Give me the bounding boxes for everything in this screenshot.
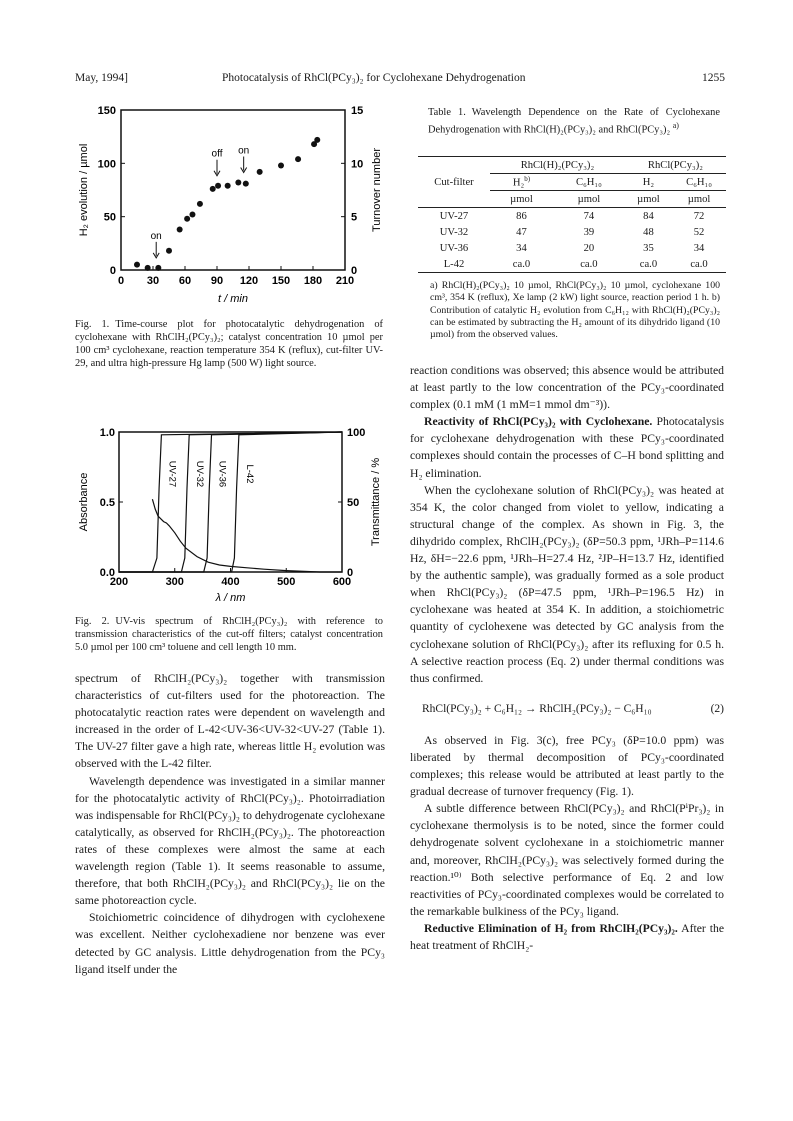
table1-unit: µmol <box>577 193 601 205</box>
left-column-text <box>75 670 385 978</box>
table-cell: ca.0 <box>690 258 708 270</box>
fig1-data-point <box>166 248 172 254</box>
left-paragraph-1: spectrum of RhClH₂(PCy₃)₂ together with transmission characteristics of cut-filters used for the photoreaction. The photocatalytic reaction rates were dependent on wavelength and increased in the order of L-42<UV-36<UV-32<UV-27 (Table 1). The UV-27 filter gave a high rate, whereas little H₂ evolution was observed with the L-42 filter. <box>75 672 385 771</box>
header-left: May, 1994] <box>75 72 128 84</box>
table-cell: 39 <box>583 226 595 238</box>
fig1-data-point <box>278 162 284 168</box>
right-paragraph-1 <box>410 413 724 481</box>
fig2-x-tick-label: 600 <box>332 576 352 588</box>
fig2-x-tick-label: 200 <box>109 576 129 588</box>
table-row <box>418 208 726 225</box>
right-paragraph-0: reaction conditions was observed; this absence would be attributed at least partly to the low concentration of the PCy₃-coordinated complex (0.1 mM (1 mM=1 mmol dm⁻³)). <box>410 364 724 412</box>
table1-col-h2-a: H₂$^{b)}$ <box>490 174 553 191</box>
fig1-y2-axis-label: Turnover number <box>371 148 383 232</box>
table-row <box>418 240 726 256</box>
fig1-caption <box>75 318 383 370</box>
table1-col-h2-b: H₂ <box>625 174 672 191</box>
right-paragraph-2: When the cyclohexane solution of RhCl(PCy₃)₂ was heated at 354 K, the color changed from violet to yellow, indicating a structural change of the complex. As shown in Fig. 3, the dihydrido complex, RhClH₂(PCy₃)₂ (δP=50.3 ppm, ¹JRh–P=114.6 Hz, δH=−22.6 ppm, ¹JRh–H=27.4 Hz, ²JP–H=13.7 Hz, identified by the authentic sample), was gradually formed as a sole product when RhCl(PCy₃)₂ (δP=47.5 ppm, ¹JRh–P=196.5 Hz) in cyclohexane was heated at 354 K. In addition, a stoichiometric quantity of cyclohexene was detected by GC analysis from the cyclohexane solution of RhCl(PCy₃)₂ after its refluxing for 0.5 h. A selective reaction process (Eq. 2) under thermal conditions was thus confirmed. <box>410 483 724 685</box>
fig2-absorbance-line <box>152 499 342 572</box>
fig1-data-point <box>189 212 195 218</box>
table1-group2: RhCl(PCy₃)₂ <box>625 157 726 174</box>
right-paragraph-4: A subtle difference between RhCl(PCy₃)₂ and RhCl(PⁱPr₃)₂ in cyclohexane thermolysis is to be noted, since the former could dehydrogenate solvent cyclohexane in a stoichiometric manner and, moreover, RhClH₂(PCy₃)₂ was selectively formed during the reaction.¹⁰⁾ Both selective performance of Eq. 2 and low reactivities of PCy₃-coordinated complexes would be correlated to the remarkable bulkiness of the PCy₃ ligand. <box>410 802 724 918</box>
fig2-caption-text: UV-vis spectrum of RhClH₂(PCy₃)₂ with reference to transmission characteristics of the cut-off filters; catalyst concentration 5.0 µmol per 100 cm³ toluene and cell length 10 mm. <box>75 616 383 654</box>
fig1-data-point <box>243 181 249 187</box>
table1-title-mark: a) <box>672 121 679 131</box>
fig2-plot-area <box>78 427 382 604</box>
fig1-y-tick-label: 0 <box>109 265 116 277</box>
fig1-y2-tick-label: 15 <box>351 105 364 117</box>
fig2-chart <box>75 420 385 612</box>
table1-unit: µmol <box>637 193 660 205</box>
fig1-data-point <box>177 226 183 232</box>
fig1-x-tick-label: 0 <box>117 275 125 287</box>
equation-number: (2) <box>710 702 724 715</box>
fig2-filter-curve <box>119 432 342 572</box>
fig1-x-tick-label: 90 <box>210 275 224 287</box>
fig2-y2-axis-label: Transmittance / % <box>370 457 382 547</box>
table-cell: UV-36 <box>439 242 469 254</box>
fig2-y2-tick-label: 50 <box>347 497 360 509</box>
table-cell: 74 <box>583 210 595 222</box>
fig1-data-point <box>155 265 161 271</box>
fig1-y2-tick-label: 0 <box>351 265 358 277</box>
table1-col-c6h10-b: C₆H₁₀ <box>672 174 726 191</box>
fig2-x-axis-label: λ / nm <box>215 592 246 604</box>
fig1-x-tick-label: 180 <box>303 275 323 287</box>
header-title: Photocatalysis of RhCl(PCy₃)₂ for Cyclohexane Dehydrogenation <box>222 72 526 84</box>
table-cell: 34 <box>516 242 527 254</box>
fig1-x-tick-label: 210 <box>335 275 355 287</box>
right-paragraph-5-text: After the heat treatment of RhClH₂- <box>410 921 725 952</box>
fig2-x-tick-label: 300 <box>165 576 184 588</box>
table1-unit: µmol <box>687 193 711 205</box>
fig1-x-tick-label: 30 <box>146 275 160 287</box>
fig2-y-tick-label: 0.5 <box>99 497 115 509</box>
fig2-filter-label: UV-36 <box>216 460 228 488</box>
fig2-x-tick-label: 500 <box>277 576 296 588</box>
page-number: 1255 <box>702 72 725 84</box>
fig1-x-tick-label: 60 <box>178 275 192 287</box>
table1-col-c6h10-a: C₆H₁₀ <box>553 174 625 191</box>
fig1-data-point <box>197 201 203 207</box>
fig2-filter-label: L-42 <box>243 464 255 484</box>
table1-row-header: Cut-filter <box>434 176 474 188</box>
section-heading-1: Reactivity of RhCl(PCy₃)₂ with Cyclohexane. <box>424 415 653 429</box>
fig2-caption <box>75 615 383 654</box>
fig2-y-tick-label: 1.0 <box>99 427 115 439</box>
table-cell: 48 <box>643 226 654 238</box>
table-cell: ca.0 <box>512 258 531 270</box>
fig2-filter-curve <box>119 432 342 572</box>
fig1-y-tick-label: 50 <box>103 211 116 224</box>
fig1-y-tick-label: 100 <box>97 158 116 171</box>
table-cell: 86 <box>516 210 527 222</box>
section-heading-2: Reductive Elimination of H₂ from RhClH₂(PCy₃)₂. <box>424 921 678 935</box>
fig1-data-point <box>257 169 263 175</box>
left-paragraph-2: Wavelength dependence was investigated in a similar manner for the photocatalytic activity of RhCl(PCy₃)₂. Photoirradiation was indispensable for RhCl(PCy₃)₂ to dehydrogenate cyclohexane catalytically, as observed for RhClH₂(PCy₃)₂. The photoreaction rates of these complexes were almost the same at each wavelength region (Table 1). It seems reasonable to assume, therefore, that both RhClH₂(PCy₃)₂ and RhCl(PCy₃)₂ lie on the same photoreaction cycle. <box>75 774 385 908</box>
fig2-y2-tick-label: 0 <box>347 567 354 579</box>
table-cell: ca.0 <box>580 258 598 270</box>
table-row <box>418 224 726 240</box>
table-cell: UV-27 <box>439 210 469 222</box>
table-cell: 52 <box>693 226 705 238</box>
fig1-data-point <box>314 137 320 143</box>
fig1-data-point <box>145 265 151 271</box>
table-cell: ca.0 <box>639 258 658 270</box>
fig1-y2-tick-label: 10 <box>351 158 364 171</box>
table-cell: 20 <box>583 242 595 254</box>
table-cell: 84 <box>643 210 654 222</box>
fig2-y-tick-label: 0.0 <box>99 567 115 579</box>
fig1-data-point <box>225 183 231 189</box>
right-column-text <box>410 362 724 954</box>
fig1-x-axis-label: t / min <box>218 293 248 305</box>
table-cell: 72 <box>693 210 705 222</box>
equation-text: RhCl(PCy₃)₂ + C₆H₁₂ → RhClH₂(PCy₃)₂ − C₆H₁₀ <box>422 702 652 715</box>
fig2-filter-label: UV-27 <box>166 460 178 488</box>
fig1-frame <box>121 110 345 270</box>
table1-unit: µmol <box>510 193 533 205</box>
table1-group1: RhCl(H)₂(PCy₃)₂ <box>490 157 625 174</box>
fig1-annotation-label: off <box>211 148 223 160</box>
fig2-y2-tick-label: 100 <box>347 427 366 439</box>
fig1-annotation-label: on <box>150 230 162 242</box>
table1-footnote: a) RhCl(H)₂(PCy₃)₂ 10 µmol, RhCl(PCy₃)₂ 10 µmol, cyclohexane 100 cm³, 354 K (reflux), Xe lamp (2 kW) light source, reaction period 1 h. b) Contribution of catalytic H₂ evolution from C₆H₁₂ with RhCl(H)₂(PCy₃)₂ can be estimated by subtracting the H₂ amount of its dihydrido ligand (10 µmol) from the observed values. <box>430 280 720 341</box>
table-cell: 35 <box>643 242 654 254</box>
fig2-filter-curve <box>119 432 342 572</box>
table-cell: 47 <box>516 226 527 238</box>
fig1-chart <box>75 100 385 312</box>
table1-title-text: Wavelength Dependence on the Rate of Cyclohexane Dehydrogenation with RhCl(H)₂(PCy₃)₂ and RhCl(PCy₃)₂ <box>428 107 720 136</box>
table-cell: L-42 <box>443 258 465 270</box>
right-paragraph-1-text: Photocatalysis for cyclohexane dehydrogenation with these PCy₃-coordinated complexes should contain the processes of C–H bond splitting and H₂ elimination. <box>410 415 724 480</box>
fig1-data-point <box>215 183 221 189</box>
fig1-y2-tick-label: 5 <box>351 211 358 224</box>
table1-title <box>428 106 720 137</box>
fig1-data-point <box>210 186 216 192</box>
fig2-frame <box>119 432 342 572</box>
fig2-x-tick-label: 400 <box>221 576 240 588</box>
right-paragraph-3: As observed in Fig. 3(c), free PCy₃ (δP=10.0 ppm) was liberated by thermal decomposition of PCy₃-coordinated complexes; this release would be attributed at least partly to the gradual decrease of turnover frequency (Fig. 1). <box>410 733 724 799</box>
table-cell: 34 <box>693 242 705 254</box>
fig1-data-point <box>235 180 241 186</box>
fig1-plot-area <box>78 105 383 305</box>
table1-grid <box>418 156 726 273</box>
fig1-x-tick-label: 120 <box>239 275 259 287</box>
table1 <box>418 156 726 273</box>
left-paragraph-3: Stoichiometric coincidence of dihydrogen with cyclohexene was excellent. Neither cyclohexadiene nor benzene was ever detected by GC analysis. Little dehydrogenation from the PCy₃ ligand itself under the <box>75 911 385 976</box>
fig1-annotation-label: on <box>238 145 250 157</box>
equation-2 <box>422 701 724 718</box>
fig1-caption-label: Fig. 1. <box>75 319 110 330</box>
fig2-caption-label: Fig. 2. <box>75 616 110 627</box>
table1-label: Table 1. <box>428 107 466 118</box>
fig1-data-point <box>184 216 190 222</box>
fig2-filter-curve <box>119 432 342 572</box>
fig1-data-point <box>134 262 140 268</box>
fig1-y-axis-label: H₂ evolution / µmol <box>78 143 90 237</box>
fig1-x-tick-label: 150 <box>271 275 291 287</box>
fig1-caption-text: Time-course plot for photocatalytic dehydrogenation of cyclohexane with RhClH₂(PCy₃)₂; catalyst concentration 10 µmol per 100 cm³ cyclohexane, reaction temperature 354 K (reflux), cut-filter UV-29, and ultra high-pressure Hg lamp (500 W) light source. <box>75 319 383 370</box>
right-paragraph-5 <box>410 920 724 954</box>
table-cell: UV-32 <box>439 226 469 238</box>
fig2-y-axis-label: Absorbance <box>78 472 90 532</box>
fig1-data-point <box>295 156 301 162</box>
fig1-y-tick-label: 150 <box>97 105 116 117</box>
fig2-filter-label: UV-32 <box>194 460 206 488</box>
table-row <box>418 256 726 273</box>
